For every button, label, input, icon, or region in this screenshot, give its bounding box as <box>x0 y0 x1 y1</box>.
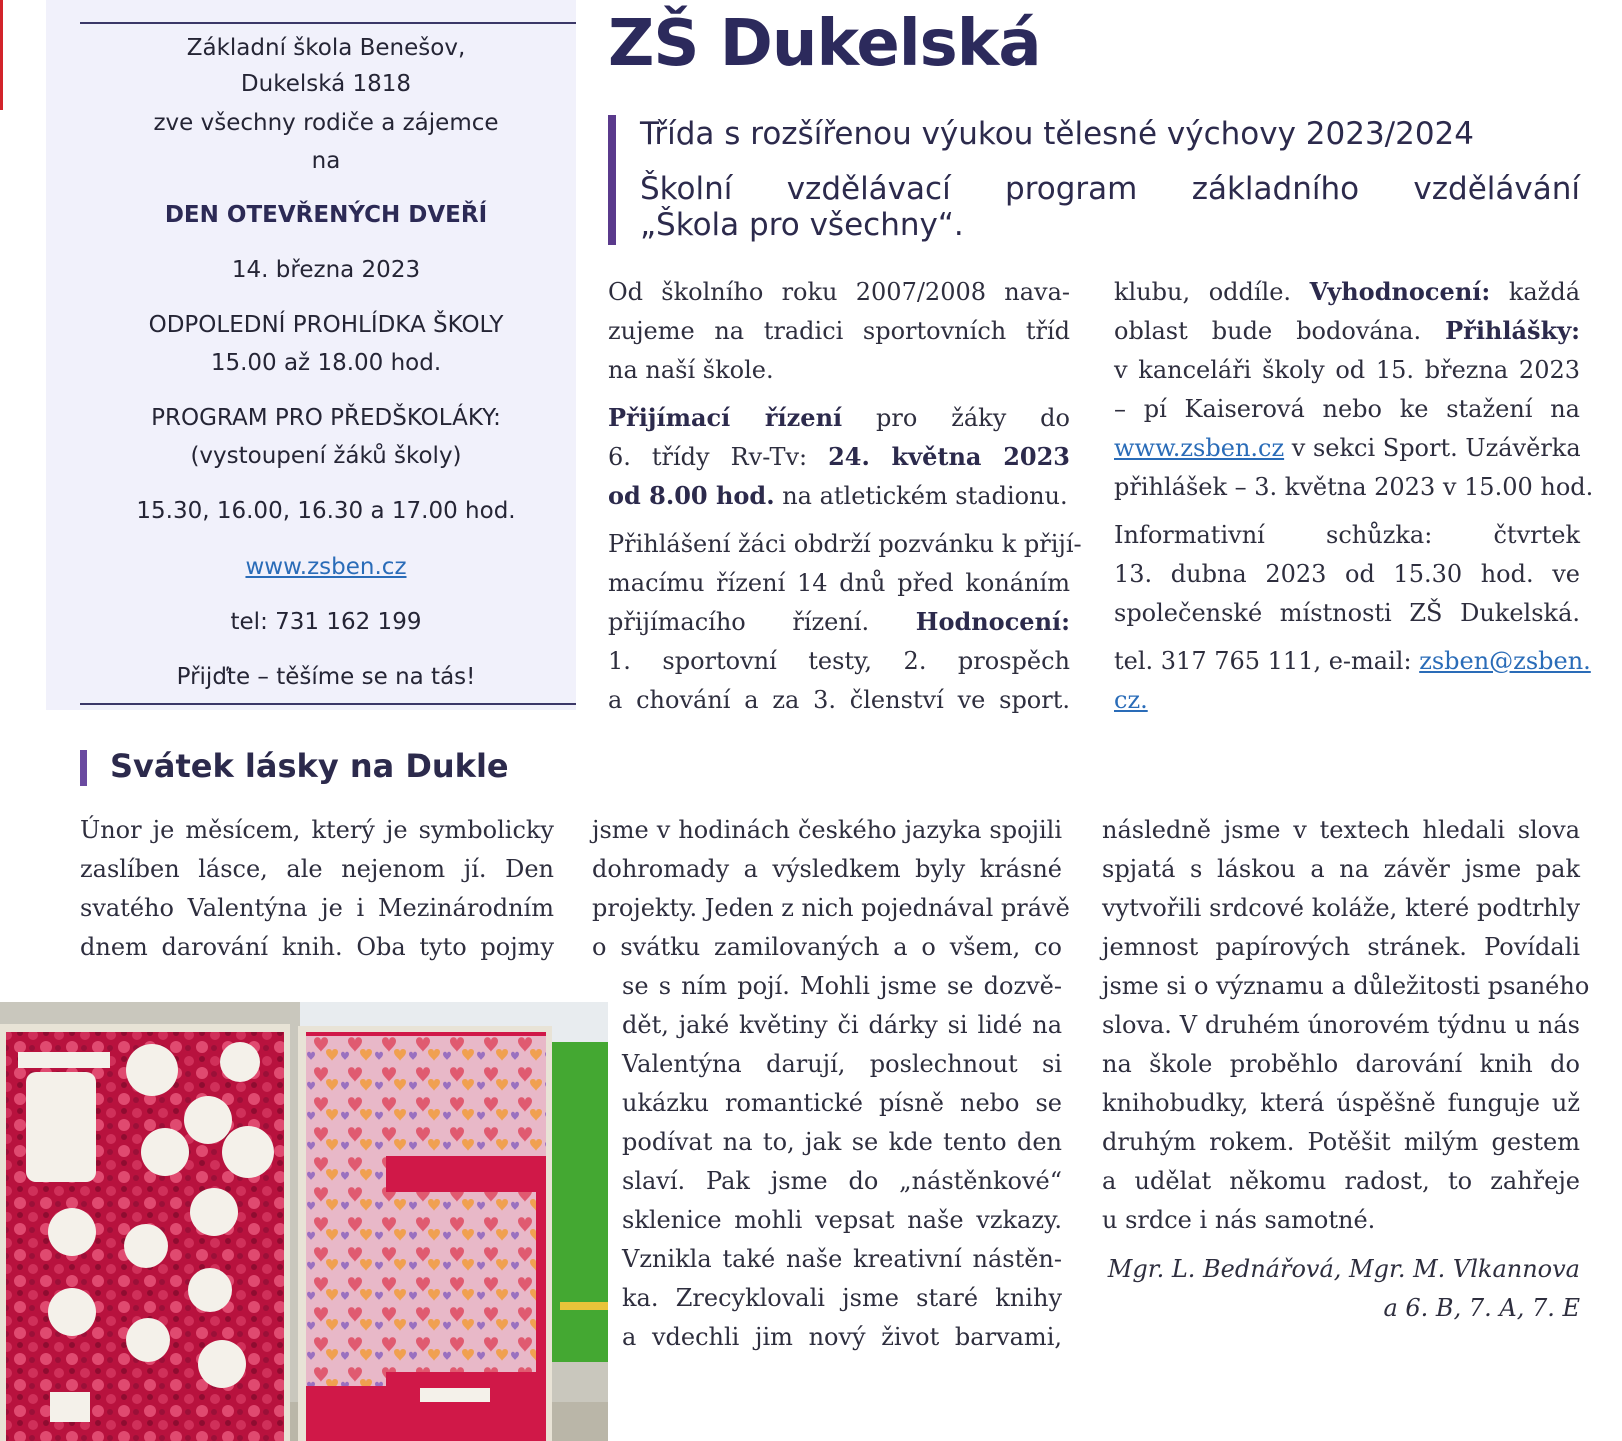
contact-line: tel. 317 765 111, e-mail: zsben@zsben. <box>1114 647 1591 675</box>
body-line: společenské místnosti ZŠ Dukelská. <box>1114 599 1580 627</box>
body-line: a chování a za 3. členství ve sport. <box>608 686 1070 714</box>
invitation-tour-time: 15.00 až 18.00 hod. <box>210 350 442 376</box>
body-line: slova. V druhém únorovém týdnu u nás <box>1102 1011 1580 1039</box>
body-line: jsme v hodinách českého jazyka spojili <box>592 816 1062 844</box>
invitation-program-heading: PROGRAM PRO PŘEDŠKOLÁKY: <box>151 405 501 431</box>
body-line: dnem darování knih. Oba tyto pojmy <box>80 933 554 961</box>
invitation-bottom-rule <box>80 703 576 705</box>
body-line: ukázku romantické písně nebo se <box>622 1089 1062 1117</box>
body-line: – pí Kaiserová nebo ke stažení na <box>1114 395 1580 423</box>
subtitle-accent-bar <box>608 115 616 245</box>
website-line: www.zsben.cz v sekci Sport. Uzávěrka <box>1114 434 1581 462</box>
article-subtitle-line1: Třída s rozšířenou výukou tělesné výchovy 2023/2024 <box>640 116 1475 152</box>
body-line: druhým rokem. Potěšit milým gestem <box>1102 1128 1580 1156</box>
body-line: Únor je měsícem, který je symbolicky <box>80 816 554 844</box>
invitation-top-rule <box>80 22 576 24</box>
authors-line2: a 6. B, 7. A, 7. E <box>1383 1294 1580 1322</box>
body-line: svatého Valentýna je i Mezinárodním <box>80 894 554 922</box>
body-line: Valentýna darují, poslechnout si <box>622 1050 1062 1078</box>
open-day-invitation <box>46 0 576 710</box>
body-line: projekty. Jeden z nich pojednával právě <box>592 894 1070 922</box>
article-title: ZŠ Dukelská <box>608 7 1041 81</box>
body-line: přihlášek – 3. května 2023 v 15.00 hod. <box>1114 473 1594 501</box>
body-line: dět, jaké květiny či dárky si lidé na <box>622 1011 1062 1039</box>
article-subtitle-line2: Školní vzdělávací program základního vzdělávání <box>640 171 1580 207</box>
invitation-program-note: (vystoupení žáků školy) <box>190 443 462 469</box>
admission-time-line: od 8.00 hod. na atletickém stadionu. <box>608 481 1068 510</box>
body-line: podívat na to, jak se kde tento den <box>622 1128 1062 1156</box>
authors-line1: Mgr. L. Bednářová, Mgr. M. Vlkannova <box>1107 1255 1580 1283</box>
body-line: dohromady a výsledkem byly krásné <box>592 855 1062 883</box>
evaluation-line: přijímacího řízení. Hodnocení: <box>608 607 1070 636</box>
website-link[interactable]: www.zsben.cz <box>1114 434 1285 462</box>
body-line: 1. sportovní testy, 2. prospěch <box>608 647 1070 675</box>
applications-label: Přihlášky: <box>1445 316 1580 345</box>
email-link-continued[interactable]: cz. <box>1114 686 1148 714</box>
body-line: Přihlášení žáci obdrží pozvánku k přijí- <box>608 530 1082 558</box>
invitation-event-name: DEN OTEVŘENÝCH DVEŘÍ <box>164 202 488 228</box>
page-edge-mark <box>0 0 3 110</box>
body-line: o svátku zamilovaných a o všem, co <box>592 933 1062 961</box>
body-line: a vdechli jim nový život barvami, <box>622 1323 1062 1351</box>
body-line: Od školního roku 2007/2008 nava- <box>608 278 1070 306</box>
article-subtitle-line3: „Škola pro všechny“. <box>640 207 964 243</box>
body-line: na škole proběhlo darování knih do <box>1102 1050 1580 1078</box>
results-line: klubu, oddíle. Vyhodnocení: každá <box>1114 277 1580 306</box>
body-line: slaví. Pak jsme do „nástěnkové“ <box>622 1167 1062 1195</box>
body-line: spjatá s láskou a na závěr jsme pak <box>1102 855 1580 883</box>
email-link[interactable]: zsben@zsben. <box>1419 647 1591 675</box>
admission-time: od 8.00 hod. <box>608 481 775 510</box>
body-line: na naší škole. <box>608 356 774 384</box>
section-accent-bar <box>80 750 87 786</box>
body-line: sklenice mohli vepsat naše vzkazy. <box>622 1206 1062 1234</box>
body-line: se s ním pojí. Mohli jsme se dozvě- <box>622 972 1062 1000</box>
body-line: zaslíben lásce, ale nejenom jí. Den <box>80 855 554 883</box>
invitation-phone: tel: 731 162 199 <box>230 609 422 635</box>
invitation-school-name: Základní škola Benešov, <box>186 35 466 61</box>
invitation-closing: Přijďte – těšíme se na tás! <box>176 664 476 690</box>
body-line: Informativní schůzka: čtvrtek <box>1114 521 1580 549</box>
invitation-program-times: 15.30, 16.00, 16.30 a 17.00 hod. <box>136 498 516 524</box>
body-line: jemnost papírových stránek. Povídali <box>1102 933 1580 961</box>
invitation-date: 14. března 2023 <box>231 257 421 283</box>
body-line: ka. Zrecyklovali jsme staré knihy <box>622 1284 1062 1312</box>
invitation-address: Dukelská 1818 <box>240 71 412 97</box>
applications-line: oblast bude bodována. Přihlášky: <box>1114 316 1580 345</box>
results-label: Vyhodnocení: <box>1309 277 1491 306</box>
invitation-intro: zve všechny rodiče a zájemce <box>153 110 499 136</box>
admission-date: 24. května 2023 <box>828 442 1070 471</box>
invitation-website-link[interactable]: www.zsben.cz <box>245 554 407 580</box>
body-line: jsme si o významu a důležitosti psaného <box>1102 972 1590 1000</box>
body-line: knihobudky, která úspěšně funguje už <box>1102 1089 1580 1117</box>
valentine-bulletin-board-photo <box>0 1002 608 1441</box>
body-line: vytvořili srdcové koláže, které podtrhly <box>1102 894 1580 922</box>
body-line: následně jsme v textech hledali slova <box>1102 816 1580 844</box>
section-title: Svátek lásky na Dukle <box>110 747 509 785</box>
admission-label: Přijímací řízení <box>608 403 843 432</box>
body-line: zujeme na tradici sportovních tříd <box>608 317 1070 345</box>
admission-date-line: 6. třídy Rv-Tv: 24. května 2023 <box>608 442 1070 471</box>
body-line: u srdce i nás samotné. <box>1102 1206 1376 1234</box>
body-line: 13. dubna 2023 od 15.30 hod. ve <box>1114 560 1580 588</box>
evaluation-label: Hodnocení: <box>915 607 1070 636</box>
admission-line: Přijímací řízení pro žáky do <box>608 403 1070 432</box>
invitation-tour-heading: ODPOLEDNÍ PROHLÍDKA ŠKOLY <box>148 312 504 338</box>
body-line: a udělat někomu radost, to zahřeje <box>1102 1167 1580 1195</box>
body-line: macímu řízení 14 dnů před konáním <box>608 569 1070 597</box>
invitation-na: na <box>311 148 341 174</box>
body-line: Vznikla také naše kreativní nástěn- <box>622 1245 1062 1273</box>
body-line: v kanceláři školy od 15. března 2023 <box>1114 356 1580 384</box>
